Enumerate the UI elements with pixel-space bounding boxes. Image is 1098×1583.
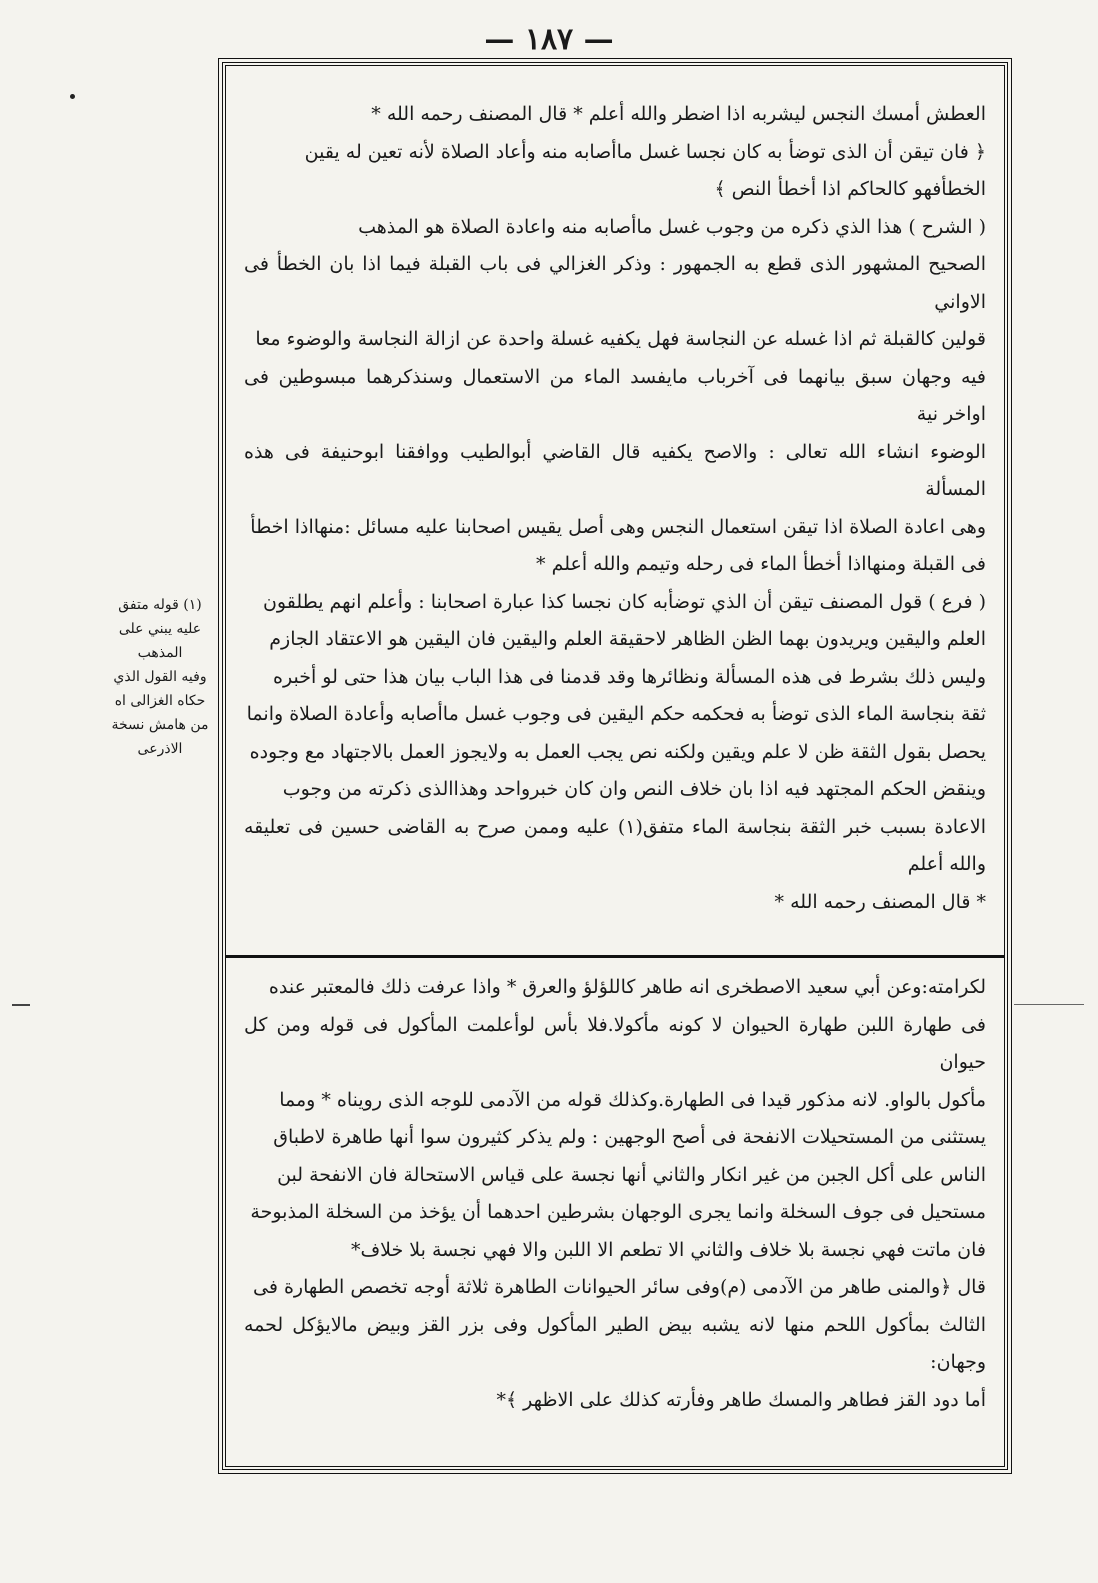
margin-note-line: من هامش نسخة xyxy=(111,717,209,733)
margin-note-line: (١) قوله متفق xyxy=(118,597,202,613)
text-line: ( الشرح ) هذا الذي ذكره من وجوب غسل ماأصابه منه واعادة الصلاة هو المذهب xyxy=(358,215,986,238)
text-line: فى القبلة ومنهااذا أخطأ الماء فى رحله وتيمم والله أعلم * xyxy=(536,553,986,575)
text-line: مستحيل فى جوف السخلة وانما يجرى الوجهان بشرطين احدهما أن يؤخذ من السخلة المذبوحة xyxy=(250,1201,986,1223)
page-number: — ١٨٧ — xyxy=(484,22,614,57)
text-line: أما دود القز فطاهر والمسك طاهر وفأرته كذلك على الاظهر ﴾* xyxy=(496,1388,986,1411)
margin-note-line: وفيه القول الذي xyxy=(113,669,207,685)
text-line: الناس على أكل الجبن من غير انكار والثاني أنها نجسة على قياس الاستحالة فان الانفحة لبن xyxy=(277,1163,986,1186)
text-line: الثالث بمأكول اللحم منها لانه يشبه بيض الطير المأكول وفى بزر القز وبيض مالايؤكل لحمه وجهان: xyxy=(244,1313,986,1373)
text-line: مأكول بالواو. لانه مذكور قيدا فى الطهارة.وكذلك قوله من الآدمى للوجه الذى رويناه * ومما xyxy=(279,1088,986,1111)
section-divider xyxy=(226,955,1004,958)
margin-note-line: الاذرعى xyxy=(137,741,183,757)
text-line: قال ﴿والمنى طاهر من الآدمى (م)وفى سائر الحيوانات الطاهرة ثلاثة أوجه تخصص الطهارة فى xyxy=(253,1276,986,1298)
side-mark-right xyxy=(1014,1004,1084,1005)
text-line: ثقة بنجاسة الماء الذى توضأ به فحكمه حكم اليقين فى وجوب غسل ماأصابه وأعادة الصلاة وانما xyxy=(246,703,986,725)
text-line: الصحيح المشهور الذى قطع به الجمهور : وذكر الغزالي فى باب القبلة فيما اذا بان الخطأ فى الاواني xyxy=(244,253,986,313)
margin-note xyxy=(100,593,220,761)
text-line: الاعادة بسبب خبر الثقة بنجاسة الماء متفق(١) عليه وممن صرح به القاضى حسين فى تعليقه والله أعلم xyxy=(244,815,986,875)
text-line: وينقض الحكم المجتهد فيه اذا بان خلاف النص وان كان خبرواحد وهذاالذى ذكرته من وجوب xyxy=(282,778,986,800)
text-line: قولين كالقبلة ثم اذا غسله عن النجاسة فهل يكفيه غسلة واحدة عن ازالة النجاسة والوضوء معا xyxy=(255,328,986,350)
margin-note-line: حكاه الغزالى اه xyxy=(114,693,206,709)
text-line: فى طهارة اللبن طهارة الحيوان لا كونه مأكولا.فلا بأس لوأعلمت المأكول فى قوله ومن كل حيوان xyxy=(244,1013,986,1073)
margin-note-line: عليه يبني على المذهب xyxy=(118,621,202,661)
text-line: يستثنى من المستحيلات الانفحة فى أصح الوجهين : ولم يذكر كثيرون سوا أنها طاهرة لاطباق xyxy=(273,1126,986,1148)
text-line: فان ماتت فهي نجسة بلا خلاف والثاني الا تطعم الا اللبن والا فهي نجسة بلا خلاف* xyxy=(350,1238,986,1261)
text-line: الوضوء انشاء الله تعالى : والاصح يكفيه قال القاضي أبوالطيب ووافقنا ابوحنيفة فى هذه المسألة xyxy=(244,440,986,500)
text-line: وليس ذلك بشرط فى هذه المسألة ونظائرها وقد قدمنا فى هذا الباب بيان هذا حتى لو أخبره xyxy=(273,665,986,688)
side-mark-left xyxy=(12,1004,30,1006)
text-line: لكرامته:وعن أبي سعيد الاصطخرى انه طاهر كاللؤلؤ والعرق * واذا عرفت ذلك فالمعتبر عنده xyxy=(268,976,986,998)
text-line: ( فرع ) قول المصنف تيقن أن الذي توضأبه كان نجسا كذا عبارة اصحابنا : وأعلم انهم يطلقون xyxy=(262,590,986,613)
ink-dot xyxy=(70,94,75,99)
main-text xyxy=(244,96,986,921)
text-line: * قال المصنف رحمه الله * xyxy=(774,890,986,913)
page-frame xyxy=(222,62,1008,1470)
text-line: العطش أمسك النجس ليشربه اذا اضطر والله أعلم * قال المصنف رحمه الله * xyxy=(371,103,986,125)
secondary-text xyxy=(244,969,986,1419)
text-line: ﴿ فان تيقن أن الذى توضأ به كان نجسا غسل ماأصابه منه وأعاد الصلاة لأنه تعين له يقين xyxy=(304,140,986,163)
text-line: وهى اعادة الصلاة اذا تيقن استعمال النجس وهى أصل يقيس اصحابنا عليه مسائل :منهااذا اخطأ xyxy=(250,515,986,538)
text-line: الخطأفهو كالحاكم اذا أخطأ النص ﴾ xyxy=(714,178,986,200)
text-line: فيه وجهان سبق بيانهما فى آخرباب مايفسد الماء من الاستعمال وسنذكرهما مبسوطين فى اواخر نية xyxy=(244,365,986,425)
text-line: يحصل بقول الثقة ظن لا علم ويقين ولكنه نص يجب العمل به ولايجوز العمل بالاجتهاد مع وجوده xyxy=(249,740,986,763)
text-line: العلم واليقين ويريدون بهما الظن الظاهر لاحقيقة العلم واليقين فان اليقين هو الاعتقاد الجازم xyxy=(269,628,986,650)
